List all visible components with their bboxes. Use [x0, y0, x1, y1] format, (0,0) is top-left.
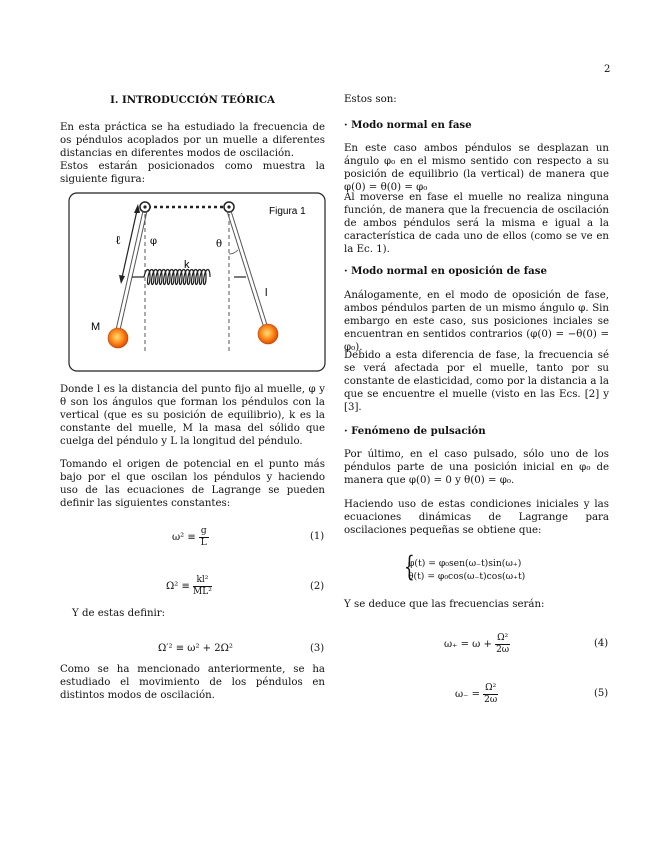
in-phase-paragraph-2: Al moverse en fase el muelle no realiza ninguna función, de manera que la frecuencia de oscilación de ambos péndulos será la misma e igual a la característica de cada uno de ellos (como se ve en la Ec. 1).: [344, 192, 609, 255]
figure-1: [68, 192, 326, 372]
deduce-text: [344, 599, 609, 612]
heading-in-phase: · Modo normal en fase: [344, 119, 472, 131]
heading-oposicion: [344, 265, 609, 278]
system-line-1: φ(t) = φ₀sen(ω₋t)sin(ω₊): [408, 558, 522, 569]
modes-paragraph: Como se ha mencionado anteriormente, se ha estudiado el movimiento de los péndulos en distintos modos de oscilación.: [60, 664, 325, 701]
equation-4: ω₊ = ω + $\frac{\text{Ω²}}{2\omega}$: [444, 633, 510, 655]
equation-system: [408, 557, 525, 583]
equation-1: ω² ≡ $\frac{g}{L}$: [172, 526, 207, 548]
equation-3: Ω′² ≡ ω² + 2Ω²: [158, 643, 233, 654]
oposicion-text-2: [344, 350, 609, 415]
deduce-paragraph: Y se deduce que las frecuencias serán:: [344, 599, 545, 610]
section-title: I. INTRODUCCIÓN TEÓRICA: [110, 94, 275, 106]
equation-5: ω₋ = $\frac{\text{Ω²}}{2\omega}$: [455, 683, 498, 705]
label-theta: θ: [216, 239, 223, 250]
oposicion-text-1: [344, 290, 609, 355]
right-bob: [258, 324, 278, 344]
define-paragraph: Y de estas definir:: [72, 608, 166, 619]
equation-3-number: (3): [310, 643, 325, 654]
anti-phase-paragraph-2: Debido a esta diferencia de fase, la frecuencia sé se verá afectada por el muelle, tanto por su constante de elasticidad, como por la distancia a la que se encuentre el muelle (visto en las Ecs. [2] y [3].: [344, 350, 609, 413]
label-k: k: [184, 259, 190, 271]
in-phase-paragraph-1: En este caso ambos péndulos se desplazan un ángulo φ₀ en el mismo sentido con respecto a su posición de equilibrio (la vertical) de manera que φ(0) = θ(0) = φ₀: [344, 143, 609, 193]
modes-text: [60, 664, 325, 703]
pendulum-diagram: [68, 192, 326, 372]
left-bob: [108, 328, 128, 348]
label-phi: φ: [150, 236, 158, 247]
equation-5-number: (5): [594, 688, 609, 699]
label-M: M: [91, 321, 101, 333]
heading-anti-phase: · Modo normal en oposición de fase: [344, 265, 547, 277]
estos-text: [344, 94, 609, 107]
intro-text: [60, 122, 325, 187]
estos-label: Estos son:: [344, 94, 397, 105]
pulsacion-text-1: [344, 449, 609, 488]
heading-fase: [344, 119, 609, 132]
equation-2: Ω² ≡ $\frac{\text{kl²}}{\text{ML²}}$: [166, 575, 212, 597]
system-brace: {: [404, 550, 415, 583]
figure-title: Figura 1: [269, 206, 306, 217]
beat-paragraph-1: Por último, en el caso pulsado, sólo uno de los péndulos parte de una posición inicial en φ₀ de manera que φ(0) = 0 y θ(0) = φ₀.: [344, 449, 609, 486]
pulsacion-text-2: [344, 499, 609, 538]
equation-2-number: (2): [310, 581, 325, 592]
system-line-2: θ(t) = φ₀cos(ω₋t)cos(ω₊t): [408, 571, 526, 582]
fase-text-1: [344, 143, 609, 195]
intro-paragraph-2: Estos estarán posicionados como muestra la siguiente figura:: [60, 160, 325, 185]
intro-paragraph-1: En esta práctica se ha estudiado la frecuencia de os péndulos acoplados por un muelle a diferentes distancias en diferentes modos de oscilación.: [60, 122, 325, 159]
lagrange-text: [60, 459, 325, 511]
fase-text-2: [344, 192, 609, 257]
description-paragraph: Donde l es la distancia del punto fijo al muelle, φ y θ son los ángulos que forman los péndulos con la vertical (que es su posición de equilibrio), k es la constante del muelle, M la masa del sólido que cuelga del péndulo y L la longitud del péndulo.: [60, 384, 325, 447]
equation-1-number: (1): [310, 531, 325, 542]
equation-4-number: (4): [594, 638, 609, 649]
description: [60, 384, 325, 449]
page-number: 2: [604, 64, 611, 75]
label-l: l: [265, 287, 268, 299]
label-ell: ℓ: [115, 233, 121, 247]
heading-beat: · Fenómeno de pulsación: [344, 425, 486, 437]
lagrange-paragraph: Tomando el origen de potencial en el punto más bajo por el que oscilan los péndulos y haciendo uso de las ecuaciones de Lagrange se pueden definir las siguientes constantes:: [60, 459, 325, 509]
define-text: [72, 608, 337, 621]
heading-pulsacion: [344, 425, 609, 438]
left-column: [60, 94, 325, 107]
beat-paragraph-2: Haciendo uso de estas condiciones iniciales y las ecuaciones dinámicas de Lagrange para oscilaciones pequeñas se obtiene que:: [344, 499, 609, 536]
anti-phase-paragraph-1: Análogamente, en el modo de oposición de fase, ambos péndulos parten de un mismo ángulo φ. Sin embargo en este caso, sus posiciones inciales se encuentran en sentidos contrarios (φ(0) = −θ(0) = φ₀).: [344, 290, 609, 353]
